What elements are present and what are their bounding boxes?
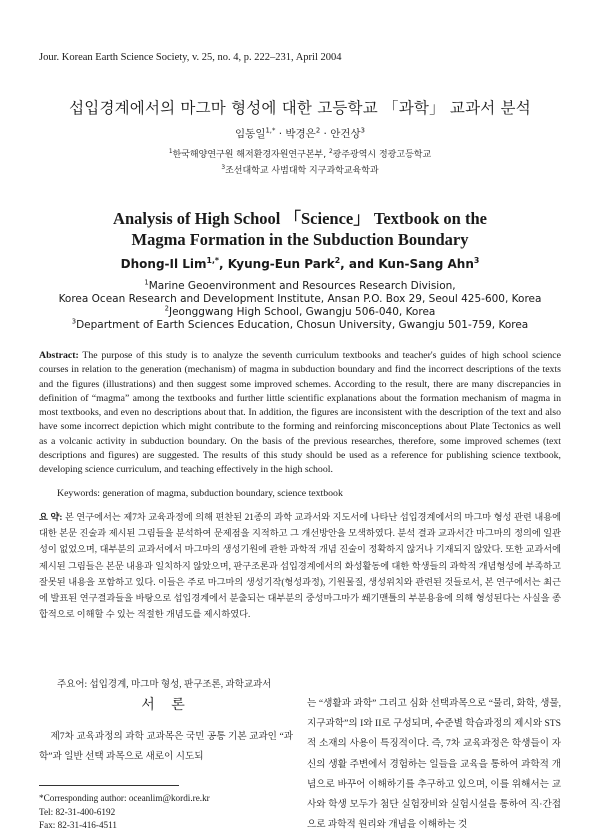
english-title <box>0 208 600 250</box>
ko-keywords-label: 주요어: <box>57 680 88 690</box>
ko-keywords-text: 섭입경계, 마그마 형성, 판구조론, 과학교과서 <box>87 680 272 690</box>
english-authors <box>0 257 600 271</box>
abstract-text: The purpose of this study is to analyze the seventh curriculum textbooks and teacher's guides of high school science courses in relation to the generation (mechanism) of magma in subduction boundary and find the incorrect descriptions of the texts and the figures (illustrations) and then suggest some improved schemes. According to the result, there are many discrepancies in definition of “magma” among the textbooks and further little scientific explanations about the formation mechanism of magma in most textbooks, and even no descriptions about that. In addition, the figures are inconsistent with the description of the text and also have some incorrect depiction which might contribute to the forming and reinforcing misconceptions about Plate Tectonics as well as a volcanic activity in subduction boundary. On the basis of the previous researches, therefore, some improved schemes (text descriptions and figures) are suggested. The results of this study should be used as a reference for publishing science textbook, developing science curriculum, and teaching effectively in the high school. <box>39 350 561 476</box>
aff-sup: 3 <box>71 317 77 326</box>
korean-authors <box>0 126 600 141</box>
corresponding-author: *Corresponding author: oceanlim@kordi.re.kr <box>39 793 210 803</box>
korean-keywords <box>57 676 271 690</box>
author-separator: · <box>275 128 286 140</box>
author-separator: , and <box>340 257 379 271</box>
aff-sup: 2 <box>328 149 333 155</box>
journal-citation: Jour. Korean Earth Science Society, v. 25, no. 4, p. 222–231, April 2004 <box>39 52 342 63</box>
ko-abstract-label: 요 약: <box>39 512 63 522</box>
aff-sup: 1 <box>168 149 173 155</box>
author-sup: 1,* <box>265 126 276 135</box>
korean-abstract <box>39 509 561 622</box>
aff-text: Jeonggwang High School, Gwangju 506-040, Korea <box>168 306 436 318</box>
keywords-label: Keywords: <box>57 488 100 499</box>
aff-text: 광주광역시 정광고등학교 <box>332 150 432 160</box>
aff-text: 조선대학교 사범대학 지구과학교육학과 <box>225 166 379 176</box>
body-right-column: 는 “생활과 과학” 그리고 심화 선택과목으로 “물리, 화학, 생물, 지구과학”의 I와 II로 구성되며, 수준별 학습과정의 제시와 STS적 소재의 사용이 특징적이다. 즉, 7차 교육과정은 학생들이 자신의 생활 주변에서 경험하는 일들을 교육을 통하여 과학적 개념으로 바꾸어 이해하기를 추구하고 있으며, 이를 위해서는 교사와 학생 모두가 첨단 실험장비와 실험시설을 통하여 직·간접으로 과학적 원리와 개념을 이해하는 것 <box>307 698 561 831</box>
author-name: 안건상 <box>330 128 361 140</box>
author-name: Kyung-Eun Park <box>227 257 335 271</box>
author-sup: 2 <box>334 256 341 265</box>
korean-affiliation-line2 <box>0 163 600 176</box>
korean-title: 섭입경계에서의 마그마 형성에 대한 고등학교 「과학」 교과서 분석 <box>69 99 531 117</box>
fax: Fax: 82-31-416-4511 <box>39 820 117 830</box>
english-keywords <box>57 488 343 499</box>
author-name: 임동일 <box>235 128 266 140</box>
korean-affiliation-line1 <box>0 147 600 160</box>
author-sup: 1,* <box>206 256 220 265</box>
correspondence-footnote <box>39 792 210 833</box>
keywords-text: generation of magma, subduction boundary, science textbook <box>100 488 343 499</box>
author-name: Dhong-Il Lim <box>120 257 207 271</box>
english-affiliation-2: Korea Ocean Research and Development Institute, Ansan P.O. Box 29, Seoul 425-600, Korea <box>58 293 542 305</box>
section-heading: 서 론 <box>141 697 191 713</box>
author-sup: 3 <box>473 256 480 265</box>
aff-text: Marine Geoenvironment and Resources Research Division, <box>148 280 456 292</box>
english-abstract <box>39 349 561 478</box>
author-name: Kun-Sang Ahn <box>378 257 474 271</box>
author-separator: · <box>320 128 331 140</box>
english-affiliation-1 <box>0 279 600 293</box>
author-sup: 3 <box>360 126 365 135</box>
aff-text: 한국해양연구원 해저환경자원연구본부, <box>172 150 329 160</box>
english-title-line1: Analysis of High School 「Science」 Textbook on the <box>113 209 487 228</box>
aff-sup: 1 <box>144 278 149 287</box>
author-separator: , <box>219 257 228 271</box>
aff-text: Department of Earth Sciences Education, Chosun University, Gwangju 501-759, Korea <box>76 319 529 331</box>
abstract-label: Abstract: <box>39 350 79 361</box>
ko-abstract-text: 본 연구에서는 제7차 교육과정에 의해 편찬된 21종의 과학 교과서와 지도서에 나타난 섭입경계에서의 마그마 형성 관련 내용에 대한 본문 진술과 제시된 그림들을 분석하여 문제점을 지적하고 그 개선방안을 모색하였다. 분석 결과 교과서간 마그마의 정의에 일관성이 없었으며, 대부분의 교과서에서 마그마의 생성기원에 관한 과학적 개념 진술이 정확하지 않거나 기재되지 않았다. 또한 교과서에 제시된 그림들은 본문 내용과 일치하지 않았으며, 판구조론과 섭입경계에서의 화성활동에 대한 학생들의 과학적 개념형성에 부족하고 잘못된 내용을 포함하고 있다. 이들은 주로 마그마의 생성기작(형성과정), 기원물질, 생성위치와 관련된 것들로서, 본 연구에서는 최근에 발표된 연구결과들을 바탕으로 섭입경계에서 분출되는 대부분의 중성마그마가 쐐기맨틀의 부분용융에 의해 형성된다는 사실을 종합적으로 이해할 수 있는 적절한 개념도를 제시하였다. <box>39 512 561 620</box>
english-affiliation-4 <box>0 318 600 332</box>
author-sup: 2 <box>315 126 321 135</box>
telephone: Tel: 82-31-400-6192 <box>39 806 116 817</box>
aff-sup: 2 <box>164 304 169 313</box>
footnote-rule <box>39 785 179 786</box>
aff-sup: 3 <box>221 165 226 171</box>
author-name: 박경은 <box>285 128 316 140</box>
body-left-column: 제7차 교육과정의 과학 교과목은 국민 공통 기본 교과인 “과학”과 일반 선택 과목으로 새로이 시도되 <box>39 731 293 762</box>
english-affiliation-3 <box>0 305 600 319</box>
english-title-line2: Magma Formation in the Subduction Boundary <box>131 230 469 249</box>
